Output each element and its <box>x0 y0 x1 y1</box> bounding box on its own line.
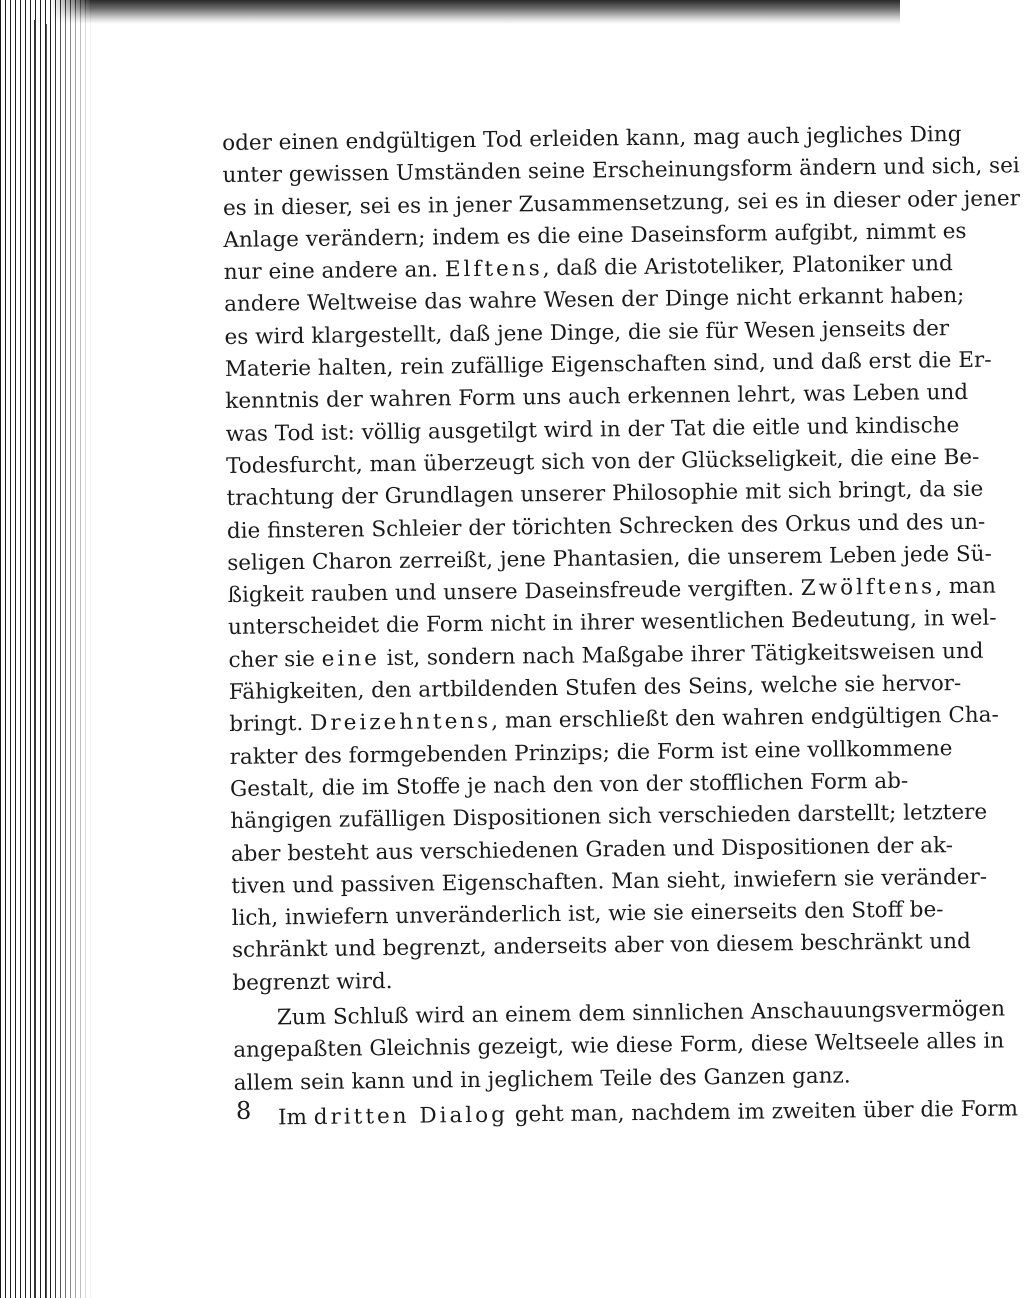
text-line <box>234 1095 1019 1135</box>
text-run: , man <box>934 573 997 600</box>
text-run: Fähigkeiten, den artbildenden Stufen des Seins, welche sie hervor- <box>228 671 962 706</box>
text-run: ßigkeit rauben und unsere Daseinsfreude vergiften. <box>227 576 801 609</box>
text-run: kenntnis der wahren Form uns auch erkennen lehrt, was Leben und <box>225 380 969 415</box>
paragraph <box>233 995 1006 1100</box>
text-run: angepaßten Gleichnis gezeigt, wie diese Form, diese Weltseele alles in <box>233 1028 1005 1064</box>
spaced-emphasis: eine <box>321 645 381 672</box>
body-text <box>222 120 1021 1135</box>
text-run: oder einen endgültigen Tod erleiden kann, mag auch jegliches Ding <box>222 121 962 156</box>
text-run: schränkt und begrenzt, anderseits aber von diesem beschränkt und <box>231 929 971 964</box>
page-border-inner <box>46 24 47 1298</box>
text-run: unter gewissen Umständen seine Erscheinungsform ändern und sich, sei <box>222 153 1020 189</box>
text-run: aber besteht aus verschiedenen Graden und Dispositionen der ak- <box>230 832 954 867</box>
text-run: Todesfurcht, man überzeugt sich von der Glückseligkeit, die eine Be- <box>225 444 980 479</box>
text-run: cher sie <box>228 646 322 673</box>
text-run: unterscheidet die Form nicht in ihrer wesentlichen Bedeutung, in wel- <box>227 606 997 641</box>
page-number: 8 <box>236 1097 252 1125</box>
text-run: lich, inwiefern unveränderlich ist, wie sie einerseits den Stoff be- <box>231 897 944 932</box>
page-border <box>34 20 36 1298</box>
text-run: Zum Schluß wird an einem dem sinnlichen Anschauungsvermögen <box>276 996 1006 1031</box>
text-run: was Tod ist: völlig ausgetilgt wird in der Tat die eitle und kindische <box>225 412 960 447</box>
text-run: andere Weltweise das wahre Wesen der Dinge nicht erkannt haben; <box>224 283 965 318</box>
text-run: hängigen zufälligen Dispositionen sich verschieden darstellt; letztere <box>230 799 988 835</box>
text-run: allem sein kann und in jeglichem Teile des Ganzen ganz. <box>233 1063 851 1096</box>
text-run: trachtung der Grundlagen unserer Philosophie mit sich bringt, da sie <box>226 476 984 512</box>
text-run: die finsteren Schleier der törichten Schrecken des Orkus und des un- <box>226 509 986 544</box>
text-run: nur eine andere an. <box>223 257 446 286</box>
text-run: seligen Charon zerreißt, jene Phantasien, die unserem Leben jede Sü- <box>227 541 992 576</box>
text-run: rakter des formgebenden Prinzips; die Form ist eine vollkommene <box>229 735 953 770</box>
text-run: bringt. <box>229 711 311 738</box>
text-run: , man erschließt den wahren endgültigen Cha- <box>491 702 999 735</box>
text-run: ist, sondern nach Maßgabe ihrer Tätigkeitsweisen und <box>379 638 984 671</box>
text-run: Im <box>277 1104 314 1131</box>
text-run: Gestalt, die im Stoffe je nach den von der stofflichen Form ab- <box>229 768 909 802</box>
text-run: Materie halten, rein zufällige Eigenschaften sind, und daß erst die Er- <box>224 347 992 383</box>
text-run: geht man, nachdem im zweiten über die Form <box>507 1096 1019 1128</box>
page-edge-top <box>0 0 900 24</box>
paragraph <box>234 1095 1019 1135</box>
text-run: es in dieser, sei es in jener Zusammensetzung, sei es in dieser oder jener <box>222 185 1021 221</box>
spaced-emphasis: Zwölftens <box>800 574 936 602</box>
text-run: Anlage verändern; indem es die eine Daseinsform aufgibt, nimmt es <box>223 218 967 253</box>
spaced-emphasis: dritten Dialog <box>313 1102 509 1130</box>
spaced-emphasis: Elftens <box>444 256 543 283</box>
text-run: es wird klargestellt, daß jene Dinge, die sie für Wesen jenseits der <box>224 315 950 350</box>
spaced-emphasis: Dreizehntens <box>309 709 492 737</box>
paragraph <box>222 120 1021 1000</box>
text-run: , daß die Aristoteliker, Platoniker und <box>542 251 953 282</box>
text-run: begrenzt wird. <box>232 968 393 996</box>
text-line <box>232 960 880 1000</box>
text-run: tiven und passiven Eigenschaften. Man sieht, inwiefern sie veränder- <box>231 864 988 899</box>
